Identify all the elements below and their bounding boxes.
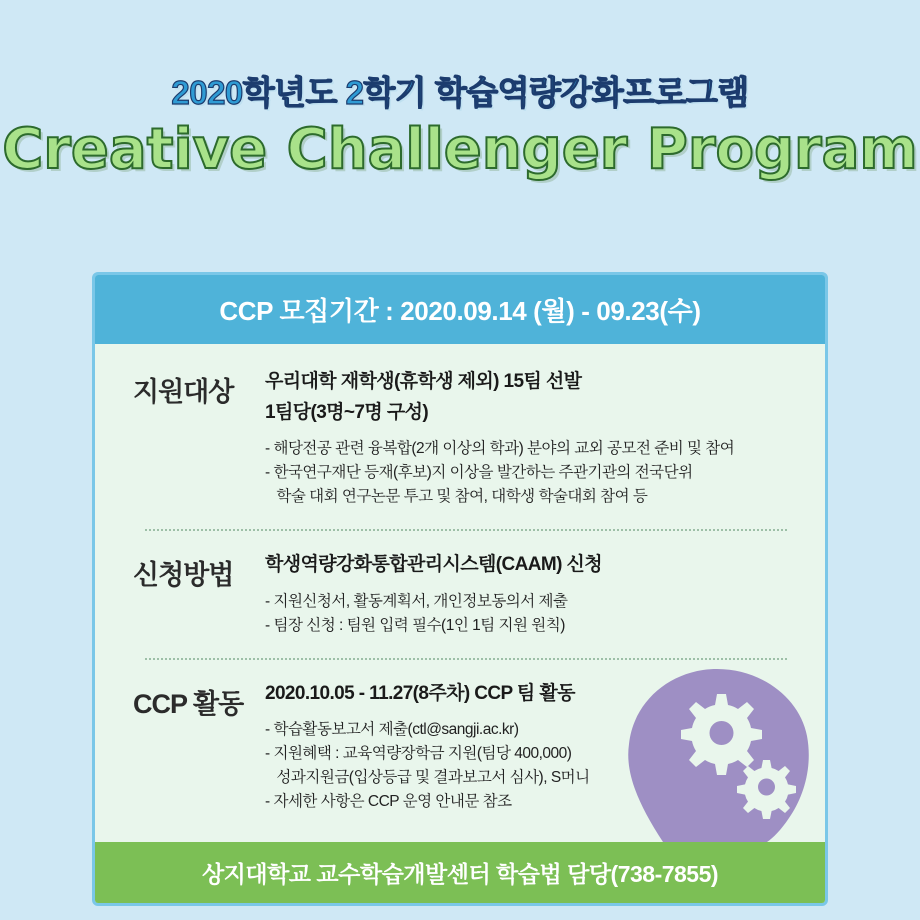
section-bullets — [265, 718, 799, 814]
section-label: 지원대상 — [133, 377, 234, 407]
contact-footer: 상지대학교 교수학습개발센터 학습법 담당(738-7855) — [95, 842, 825, 903]
bullet-item: - 팀장 신청 : 팀원 입력 필수(1인 1팀 지원 원칙) — [265, 616, 565, 634]
bullet-item: - 지원신청서, 활동계획서, 개인정보동의서 제출 — [265, 592, 568, 610]
bullet-item: - 한국연구재단 등재(후보)지 이상을 발간하는 주관기관의 전국단위 — [265, 464, 693, 482]
bullet-item: - 학습활동보고서 제출(ctl@sangji.ac.kr) — [265, 721, 519, 739]
section-heading: 2020.10.05 - 11.27(8주차) CCP 팀 활동 — [265, 682, 575, 704]
page-title-english: Creative Challenger Program — [2, 117, 918, 183]
recruitment-period-banner: CCP 모집기간 : 2020.09.14 (월) - 09.23(수) — [95, 275, 825, 344]
section-subheading: 1팀당(3명~7명 구성) — [265, 401, 429, 423]
section-heading: 학생역량강화통합관리시스템(CAAM) 신청 — [265, 554, 603, 576]
section-content — [261, 368, 799, 509]
section-heading: 우리대학 재학생(휴학생 제외) 15팀 선발 — [265, 371, 582, 392]
section-ccp-activity — [121, 680, 799, 815]
card-body — [95, 344, 825, 842]
section-content — [261, 551, 799, 638]
bullet-item: - 지원혜택 : 교육역량장학금 지원(팀당 400,000) — [265, 745, 572, 763]
bullet-item: - 자세한 사항은 CCP 운영 안내문 참조 — [265, 793, 512, 811]
section-label: CCP 활동 — [133, 688, 244, 719]
section-application-method — [121, 551, 799, 638]
section-bullets — [265, 437, 799, 509]
info-card — [92, 272, 828, 906]
bullet-item: - 해당전공 관련 융복합(2개 이상의 학과) 분야의 교외 공모전 준비 및 참여 — [265, 440, 735, 457]
section-content — [261, 680, 799, 815]
bullet-item: 성과지원금(입상등급 및 결과보고서 심사), S머니 — [265, 769, 590, 787]
section-bullets — [265, 590, 799, 638]
section-label: 신청방법 — [133, 560, 234, 591]
poster-header — [0, 0, 920, 181]
section-target-applicants — [121, 368, 799, 509]
bullet-item: 학술 대회 연구논문 투고 및 참여, 대학생 학술대회 참여 등 — [265, 488, 648, 506]
section-divider — [145, 529, 787, 531]
page-title-korean: 2020학년도 2학기 학습역량강화프로그램 — [171, 74, 749, 111]
section-divider — [145, 658, 787, 660]
